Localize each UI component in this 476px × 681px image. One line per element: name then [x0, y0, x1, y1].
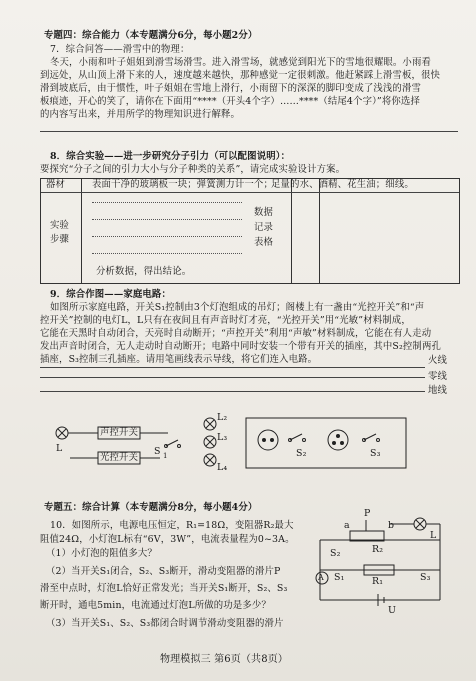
switch-s1-label: S	[154, 446, 161, 457]
live-wire-label: 火线	[428, 355, 448, 366]
circuit-label-U: U	[388, 605, 397, 616]
q9-line: 发出声音时闭合，无人走动时自动断开；电路中同时安装一个带有开关的插座，其中S₂控制两孔	[40, 341, 442, 352]
q7-line: 板痕迹，开心的笑了，请你在下面用“****（开头4个字）……****（结尾4个字）”将你选择	[40, 96, 420, 107]
switch-s2-icon	[289, 434, 306, 442]
circuit-label-b: b	[388, 520, 395, 531]
sound-switch-label: 声控开关	[100, 427, 139, 438]
switch-s3-label: S₃	[370, 448, 381, 459]
two-hole-socket-icon	[258, 430, 278, 450]
q8-intro: 要探究“分子之间的引力大小与分子种类的关系”，请完成实验设计方案。	[40, 164, 346, 175]
circuit-label-a: a	[344, 520, 350, 531]
q7-line: 到远处，从山顶上滑下来的人，速度越来越快，那种感觉一定很刺激。他赶紧踩上滑雪板，很快	[40, 70, 441, 81]
circuit-label-S1: S₁	[334, 572, 345, 583]
q10-circuit	[316, 518, 440, 606]
circuit-label-L: L	[430, 530, 437, 541]
record-label: 表格	[254, 237, 274, 248]
circuit-label-P: P	[364, 508, 371, 519]
switch-s2-label: S₂	[296, 448, 307, 459]
q10-line: 断开时，通电5min，电流通过灯泡L所做的功是多少？	[40, 600, 271, 611]
topic4-heading: 专题四：综合能力（本专题满分6分，每小题2分）	[44, 30, 258, 41]
neutral-wire-label: 零线	[428, 371, 448, 382]
table-header-liquids: 足量的水、酒精、花生油；细线。	[271, 179, 414, 190]
switch-s1-icon	[165, 440, 181, 448]
circuit-label-A: A	[318, 573, 324, 582]
q10-line: 10．如图所示，电源电压恒定，R₁=18Ω，变阻器R₂最大	[50, 520, 294, 531]
circuit-label-S2: S₂	[330, 548, 341, 559]
q9-line: 它能在天黑时自动闭合，天亮时自动断开；“声控开关”利用“声敏”材料制成，它能在有人走动	[40, 328, 432, 339]
q7-line: 的内容写出来，并用所学的物理知识进行解释。	[40, 109, 241, 120]
q7-line: 滑到坡底后，由于惯性，叶子姐姐在雪地上滑行，小雨留下的深深的脚印变成了浅浅的滑雪	[40, 83, 422, 94]
q8-title: 8．综合实验——进一步研究分子引力（可以配图说明）：	[50, 151, 291, 162]
switch-s1-subscript: 1	[163, 452, 168, 460]
topic5-heading: 专题五：综合计算（本专题满分8分，每小题4分）	[44, 502, 258, 513]
analysis-text: 分析数据，得出结论。	[96, 266, 192, 277]
lamp-L1-icon	[56, 427, 68, 439]
q7-line: 冬天，小雨和叶子姐姐到滑雪场滑雪。进入滑雪场，就感觉到阳光下的雪地很耀眼。小雨看	[50, 57, 432, 68]
lamp-L2-icon	[204, 418, 216, 430]
q9-line: 如图所示家庭电路，开关S₁控制由3个灯泡组成的吊灯；阁楼上有一盏由“光控开关”和“声	[50, 302, 425, 313]
table-header-materials: 表面干净的玻璃板一块；弹簧测力计一个；	[92, 179, 273, 190]
q10-line: 阻值24Ω，小灯泡L标有“6V，3W”，电流表量程为0~3A。	[40, 534, 295, 545]
q9-title: 9．综合作图——家庭电路：	[50, 289, 171, 300]
light-switch-label: 光控开关	[100, 452, 139, 463]
table-header-equipment: 器材	[46, 179, 66, 190]
q10-line: （2）当开关S₁闭合，S₂、S₃断开，滑动变阻器的滑片P	[46, 566, 281, 577]
circuit-label-S3: S₃	[420, 572, 431, 583]
lamp-L-label: L	[56, 443, 63, 454]
q10-line: 滑至中点时，灯泡L恰好正常发光；当开关S₁断开，S₂、S₃	[40, 583, 288, 594]
ground-wire-label: 地线	[428, 385, 448, 396]
record-label: 记录	[254, 222, 274, 233]
page-footer: 物理模拟三 第6页（共8页）	[160, 654, 289, 665]
lamp-L4-label: L₄	[217, 462, 228, 473]
record-label: 数据	[254, 207, 274, 218]
q10-line: （1）小灯泡的阻值多大？	[46, 548, 157, 559]
lamp-L3-label: L₃	[217, 432, 228, 443]
row-label-experiment: 实验	[50, 220, 70, 231]
three-hole-socket-icon	[328, 430, 348, 450]
circuit-label-R2: R₂	[372, 544, 384, 555]
q9-line: 控开关”控制的电灯L，L只有在夜间且有声音时灯才亮，“光控开关”用“光敏”材料制成，	[40, 315, 411, 326]
circuit-label-R1: R₁	[372, 576, 384, 587]
q9-line: 插座，S₃控制三孔插座。请用笔画线表示导线，将它们连入电路。	[40, 354, 318, 365]
lamp-L4-icon	[204, 454, 216, 466]
q7-title: 7．综合问答——滑雪中的物理：	[50, 44, 190, 55]
socket-panel	[246, 418, 406, 468]
lamp-L2-label: L₂	[217, 412, 228, 423]
switch-s3-icon	[363, 434, 380, 442]
q10-line: （3）当开关S₁、S₂、S₃都闭合时调节滑动变阻器的滑片	[46, 618, 284, 629]
row-label-steps: 步骤	[50, 234, 70, 245]
lamp-L3-icon	[204, 436, 216, 448]
